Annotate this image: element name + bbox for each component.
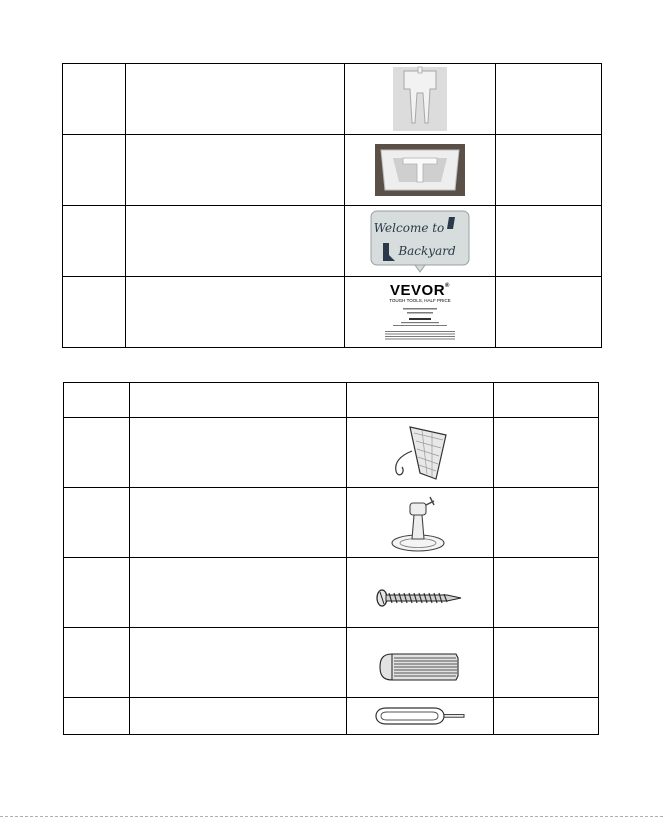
table-cell-no: [63, 135, 126, 206]
table-row: [64, 628, 599, 698]
table-row: [63, 64, 602, 135]
parts-table-1: [62, 63, 602, 348]
parts-table-2: [63, 382, 599, 735]
table-cell-image: [347, 488, 494, 558]
table-row: [64, 698, 599, 735]
table-cell-no: [63, 277, 126, 348]
table-cell-image: [345, 277, 496, 348]
table-row: [64, 558, 599, 628]
table-header-cell-name: [130, 383, 347, 418]
table-cell-name: [126, 206, 345, 277]
wall-anchor-icon: [378, 650, 462, 684]
table-cell-name: [126, 135, 345, 206]
table-cell-qty: [496, 206, 602, 277]
table-cell-no: [64, 558, 130, 628]
table-cell-image: [345, 135, 496, 206]
table-header-row: [64, 383, 599, 418]
sign-line-1: Welcome to: [373, 221, 445, 235]
table-row: [64, 418, 599, 488]
table-cell-name: [130, 558, 347, 628]
table-cell-image: [347, 558, 494, 628]
table-cell-name: [126, 64, 345, 135]
table-cell-name: [130, 488, 347, 558]
table-cell-qty: [496, 277, 602, 348]
manual-tagline: TOUGH TOOLS, HALF PRICE: [389, 298, 451, 304]
table-cell-name: [130, 698, 347, 735]
solar-panel-with-cable-icon: [384, 421, 456, 485]
screw-icon: [375, 587, 465, 609]
table-cell-name: [130, 418, 347, 488]
table-header-cell-no: [64, 383, 130, 418]
table-cell-qty: [496, 64, 602, 135]
table-header-cell-qty: [494, 383, 599, 418]
table-row: [64, 488, 599, 558]
table-cell-no: [63, 206, 126, 277]
table-cell-image: [347, 628, 494, 698]
table-cell-no: [64, 698, 130, 735]
instruction-manual-icon: [375, 283, 465, 341]
table-row: [63, 135, 602, 206]
table-cell-qty: [496, 135, 602, 206]
table-cell-image: [347, 418, 494, 488]
table-cell-image: [347, 698, 494, 735]
plastic-base-tray-icon: [373, 142, 467, 198]
table-row: [63, 277, 602, 348]
manual-registered-mark: ®: [445, 283, 450, 290]
table-cell-no: [64, 418, 130, 488]
table-row: [63, 206, 602, 277]
table-cell-qty: [494, 488, 599, 558]
sign-line-2: Backyard: [398, 244, 456, 258]
table-cell-qty: [494, 558, 599, 628]
manual-brand: VEVOR: [390, 282, 446, 300]
table-cell-no: [64, 628, 130, 698]
table-cell-qty: [494, 418, 599, 488]
table-cell-image: [345, 206, 496, 277]
table-cell-name: [130, 628, 347, 698]
table-cell-qty: [494, 698, 599, 735]
table-cell-image: [345, 64, 496, 135]
table-cell-name: [126, 277, 345, 348]
welcome-sign-panel-icon: [369, 209, 471, 273]
ground-stake-icon: [390, 65, 450, 133]
table-cell-no: [63, 64, 126, 135]
eject-pin-tool-icon: [374, 705, 466, 727]
solar-panel-mount-bracket-icon: [388, 491, 452, 555]
page-bottom-divider: [0, 816, 663, 818]
table-header-cell-image: [347, 383, 494, 418]
table-cell-qty: [494, 628, 599, 698]
table-cell-no: [64, 488, 130, 558]
